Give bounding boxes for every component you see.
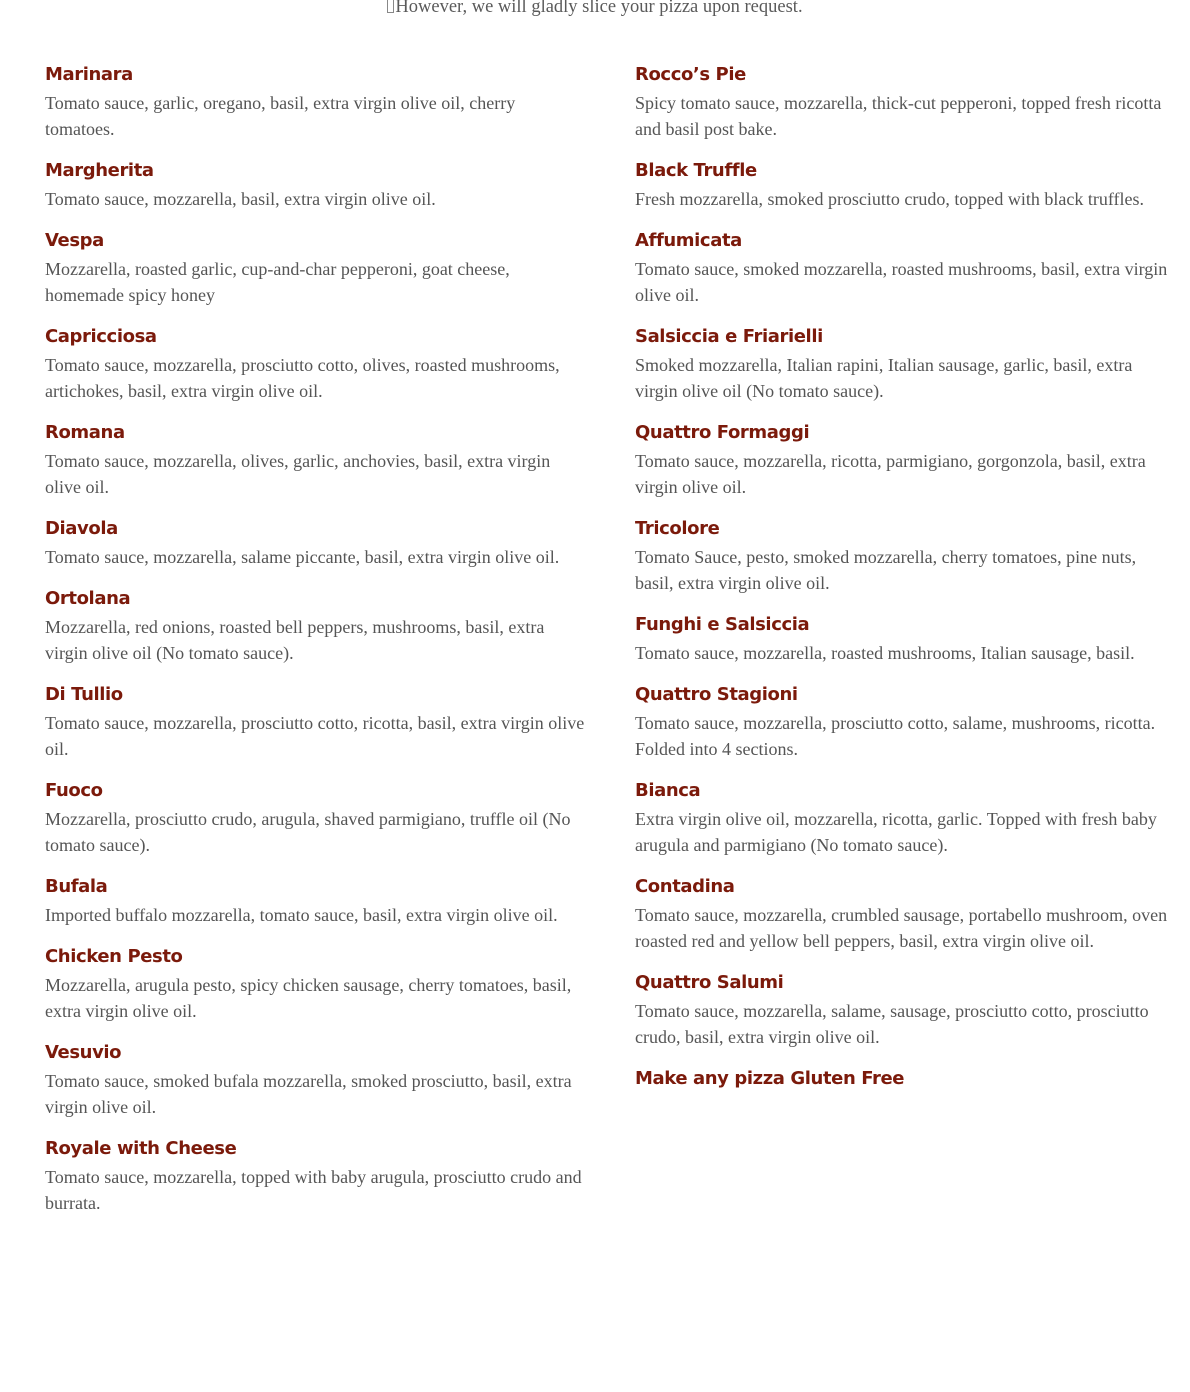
menu-item-vesuvio [45,1040,585,1120]
menu-item-description: Mozzarella, arugula pesto, spicy chicken sausage, cherry tomatoes, basil, extra virgin olive oil. [45,975,572,1021]
menu-item-description: Tomato sauce, garlic, oregano, basil, extra virgin olive oil, cherry tomatoes. [45,93,516,139]
menu-item-name: Affumicata [635,230,742,251]
menu-item-romana [45,420,585,500]
menu-item-description: Tomato sauce, mozzarella, ricotta, parmigiano, gorgonzola, basil, extra virgin olive oil. [635,451,1146,497]
menu-item-fuoco [45,778,585,858]
menu-item-description: Mozzarella, red onions, roasted bell peppers, mushrooms, basil, extra virgin olive oil (No tomato sauce). [45,617,545,663]
menu-item-description: Tomato sauce, mozzarella, topped with baby arugula, prosciutto crudo and burrata. [45,1167,582,1213]
menu-item-name: Chicken Pesto [45,946,183,967]
menu-item-name: Ortolana [45,588,131,609]
menu-item-name: Quattro Stagioni [635,684,798,705]
menu-item-black-truffle [635,158,1170,212]
menu-item-name: Tricolore [635,518,720,539]
menu-item-name: Royale with Cheese [45,1138,237,1159]
menu-item-name: Fuoco [45,780,103,801]
menu-item-description: Tomato sauce, mozzarella, roasted mushrooms, Italian sausage, basil. [635,643,1135,663]
menu-item-affumicata [635,228,1170,308]
menu-item-di-tullio [45,682,585,762]
menu-item-capricciosa [45,324,585,404]
menu-item-name: Black Truffle [635,160,757,181]
menu-item-chicken-pesto [45,944,585,1024]
menu-column-left [45,62,585,1232]
menu-item-description: Smoked mozzarella, Italian rapini, Italian sausage, garlic, basil, extra virgin olive oil (No tomato sauce). [635,355,1133,401]
menu-item-royale-with-cheese [45,1136,585,1216]
menu-item-description: Tomato sauce, smoked bufala mozzarella, smoked prosciutto, basil, extra virgin olive oil. [45,1071,572,1117]
menu-item-funghi-e-salsiccia [635,612,1170,666]
menu-item-name: Diavola [45,518,118,539]
menu-item-name: Di Tullio [45,684,123,705]
menu-item-salsiccia-e-friarielli [635,324,1170,404]
menu-column-right-items [635,62,1170,1050]
menu-item-description: Tomato sauce, mozzarella, prosciutto cotto, olives, roasted mushrooms, artichokes, basil, extra virgin olive oil. [45,355,560,401]
menu-item-margherita [45,158,585,212]
menu-item-name: Quattro Formaggi [635,422,810,443]
missing-glyph-icon [387,0,394,13]
menu-item-name: Quattro Salumi [635,972,784,993]
menu-item-name: Marinara [45,64,133,85]
menu-item-description: Tomato sauce, smoked mozzarella, roasted mushrooms, basil, extra virgin olive oil. [635,259,1168,305]
menu-item-description: Tomato sauce, mozzarella, salame, sausage, prosciutto cotto, prosciutto crudo, basil, extra virgin olive oil. [635,1001,1149,1047]
menu-item-roccos-pie [635,62,1170,142]
menu-item-description: Tomato sauce, mozzarella, crumbled sausage, portabello mushroom, oven roasted red and yellow bell peppers, basil, extra virgin olive oil. [635,905,1168,951]
menu-item-description: Mozzarella, prosciutto crudo, arugula, shaved parmigiano, truffle oil (No tomato sauce). [45,809,571,855]
menu-item-description: Tomato sauce, mozzarella, olives, garlic, anchovies, basil, extra virgin olive oil. [45,451,551,497]
menu-item-description: Spicy tomato sauce, mozzarella, thick-cut pepperoni, topped fresh ricotta and basil post bake. [635,93,1162,139]
menu-item-vespa [45,228,585,308]
menu-item-name: Salsiccia e Friarielli [635,326,823,347]
menu-item-quattro-salumi [635,970,1170,1050]
menu-item-name: Vesuvio [45,1042,122,1063]
menu-column-right [635,62,1170,1092]
menu-item-marinara [45,62,585,142]
menu-item-description: Tomato sauce, mozzarella, salame piccante, basil, extra virgin olive oil. [45,547,560,567]
menu-item-name: Margherita [45,160,154,181]
menu-item-description: Fresh mozzarella, smoked prosciutto crudo, topped with black truffles. [635,189,1145,209]
menu-item-name: Vespa [45,230,104,251]
menu-item-name: Bufala [45,876,108,897]
menu-item-contadina [635,874,1170,954]
menu-item-tricolore [635,516,1170,596]
menu-item-name: Bianca [635,780,701,801]
slice-notice-text: However, we will gladly slice your pizza upon request. [395,0,803,17]
menu-item-ortolana [45,586,585,666]
menu-item-quattro-stagioni [635,682,1170,762]
gluten-free-note: Make any pizza Gluten Free [635,1068,905,1089]
menu-item-description: Imported buffalo mozzarella, tomato sauce, basil, extra virgin olive oil. [45,905,558,925]
menu-item-description: Tomato sauce, mozzarella, prosciutto cotto, ricotta, basil, extra virgin olive oil. [45,713,585,759]
menu-item-description: Extra virgin olive oil, mozzarella, ricotta, garlic. Topped with fresh baby arugula and parmigiano (No tomato sauce). [635,809,1157,855]
menu-item-description: Mozzarella, roasted garlic, cup-and-char pepperoni, goat cheese, homemade spicy honey [45,259,510,305]
menu-item-description: Tomato sauce, mozzarella, prosciutto cotto, salame, mushrooms, ricotta. Folded into 4 sections. [635,713,1156,759]
menu-item-bufala [45,874,585,928]
menu-item-name: Contadina [635,876,735,897]
menu-item-description: Tomato Sauce, pesto, smoked mozzarella, cherry tomatoes, pine nuts, basil, extra virgin olive oil. [635,547,1137,593]
menu-item-name: Funghi e Salsiccia [635,614,810,635]
menu-item-name: Romana [45,422,125,443]
menu-item-name: Rocco’s Pie [635,64,746,85]
menu-item-name: Capricciosa [45,326,157,347]
menu-item-diavola [45,516,585,570]
menu-item-quattro-formaggi [635,420,1170,500]
menu-item-description: Tomato sauce, mozzarella, basil, extra virgin olive oil. [45,189,436,209]
menu-item-bianca [635,778,1170,858]
slice-notice [0,0,1190,18]
